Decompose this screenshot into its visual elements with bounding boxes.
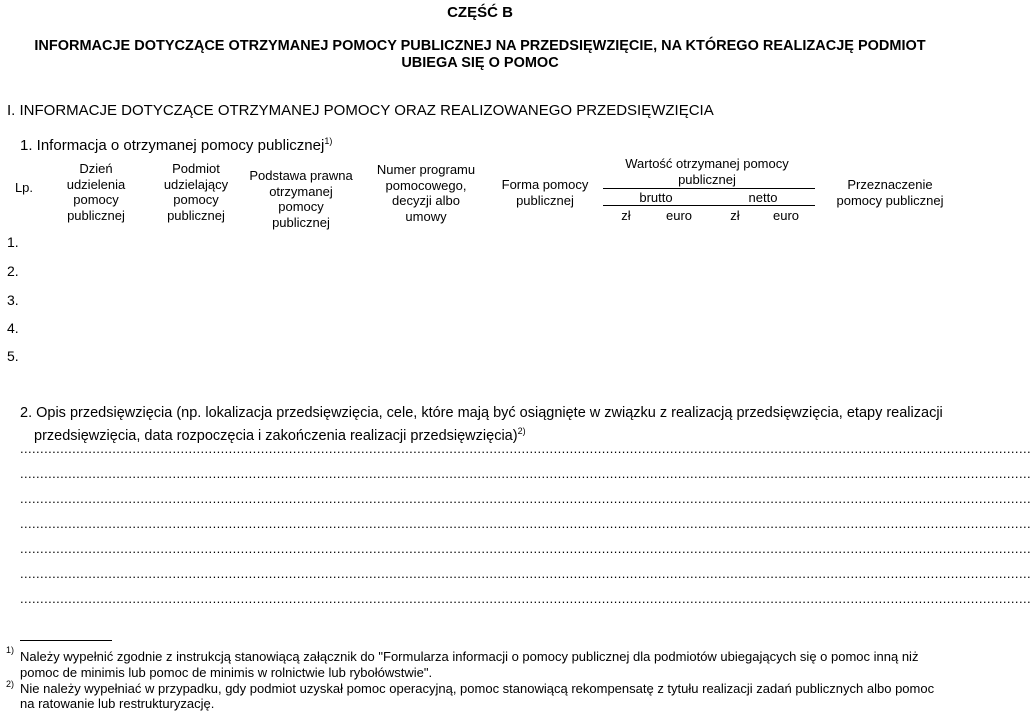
- header-form-l2: publicznej: [516, 192, 574, 208]
- header-basis-l1: Podstawa prawna: [249, 168, 353, 183]
- footnote-ref-2: 2): [517, 426, 526, 436]
- row-number-2: 2.: [7, 263, 19, 279]
- header-purpose: [820, 177, 960, 208]
- header-entity-l1: Podmiot: [172, 161, 220, 176]
- footnote-1-mark: [6, 642, 14, 662]
- header-date-l1: Dzień: [79, 161, 113, 176]
- header-date: [48, 161, 144, 223]
- footnote-2-mark: [6, 676, 14, 696]
- description-line-4[interactable]: ............................................................................................................................................................................................................................................................: [20, 516, 1031, 531]
- description-line-2[interactable]: ............................................................................................................................................................................................................................................................: [20, 466, 1031, 481]
- header-form-l1: Forma pomocy: [501, 177, 589, 192]
- header-value: [598, 156, 816, 187]
- header-entity: [148, 161, 244, 223]
- row-number-1: 1.: [7, 234, 19, 250]
- heading-line-2: UBIEGA SIĘ O POMOC: [401, 55, 559, 71]
- header-basis: [245, 168, 357, 230]
- row-number-3: 3.: [7, 292, 19, 308]
- subsection-1-text: 1. Informacja o otrzymanej pomocy publicznej: [20, 137, 325, 154]
- header-value-l2: publicznej: [678, 171, 736, 187]
- footnote-separator: [20, 640, 112, 641]
- footnote-1-line-1: Należy wypełnić zgodnie z instrukcją stanowiącą załącznik do "Formularza informacji o pomocy publicznej dla podmiotów ubiegających się o pomoc inną niż: [20, 649, 919, 664]
- header-entity-l4: publicznej: [167, 207, 225, 223]
- footnote-1-line-2: pomoc de minimis lub pomoc de minimis w rolnictwie lub rybołówstwie".: [20, 665, 433, 680]
- description-instruction-2-text: przedsięwzięcia, data rozpoczęcia i zakończenia realizacji przedsięwzięcia): [34, 427, 518, 444]
- footnote-2-line-2: na ratowanie lub restrukturyzację.: [20, 696, 215, 711]
- section-1-title: I. INFORMACJE DOTYCZĄCE OTRZYMANEJ POMOCY ORAZ REALIZOWANEGO PRZEDSIĘWZIĘCIA: [7, 102, 714, 119]
- header-number-l3: decyzji albo: [392, 193, 460, 208]
- header-number: [360, 162, 492, 224]
- header-date-l2: udzielenia: [66, 176, 126, 192]
- header-netto: netto: [748, 190, 778, 205]
- header-value-l1: Wartość otrzymanej pomocy: [625, 156, 789, 171]
- header-date-l4: publicznej: [67, 207, 125, 223]
- description-line-7[interactable]: ............................................................................................................................................................................................................................................................: [20, 591, 1031, 606]
- heading-line-1: INFORMACJE DOTYCZĄCE OTRZYMANEJ POMOCY PUBLICZNEJ NA PRZEDSIĘWZIĘCIE, NA KTÓREGO REALIZACJĘ PODMIOT: [34, 38, 926, 54]
- row-number-4: 4.: [7, 320, 19, 336]
- header-entity-l2: udzielający: [163, 176, 229, 192]
- header-purpose-l2: pomocy publicznej: [836, 192, 944, 208]
- description-line-5[interactable]: ............................................................................................................................................................................................................................................................: [20, 541, 1031, 556]
- footnote-2-line-1: Nie należy wypełniać w przypadku, gdy podmiot uzyskał pomoc operacyjną, pomoc stanowiącą rekompensatę z tytułu realizacji zadań publicznych albo pomoc: [20, 681, 935, 696]
- header-purpose-l1: Przeznaczenie: [847, 177, 933, 192]
- part-title: CZĘŚĆ B: [447, 4, 513, 21]
- header-basis-l3: publicznej: [272, 214, 330, 230]
- unit-euro-netto: euro: [772, 208, 800, 223]
- description-line-3[interactable]: ............................................................................................................................................................................................................................................................: [20, 491, 1031, 506]
- header-number-l2: pomocowego,: [385, 177, 467, 193]
- header-brutto: brutto: [639, 190, 673, 205]
- footnote-ref-1: 1): [324, 136, 333, 146]
- footnote-2-mark-text: 2): [6, 679, 15, 689]
- unit-zl-netto: zł: [730, 208, 740, 223]
- row-number-5: 5.: [7, 348, 19, 364]
- header-date-l3: pomocy: [73, 192, 119, 207]
- header-entity-l3: pomocy: [173, 192, 219, 207]
- header-lp: Lp.: [14, 180, 34, 195]
- description-instruction-1: 2. Opis przedsięwzięcia (np. lokalizacja przedsięwzięcia, cele, które mają być osiągnięte w związku z realizacją przedsięwzięcia, etapy realizacji: [20, 405, 943, 421]
- header-number-l1: Numer programu: [376, 162, 476, 177]
- footnote-1-mark-text: 1): [6, 645, 15, 655]
- value-divider: [603, 188, 815, 189]
- header-number-l4: umowy: [405, 208, 447, 224]
- header-form: [495, 177, 595, 208]
- description-line-6[interactable]: ............................................................................................................................................................................................................................................................: [20, 566, 1031, 581]
- unit-euro-brutto: euro: [665, 208, 693, 223]
- brutto-netto-divider: [603, 205, 815, 206]
- subsection-1-title: [20, 136, 332, 154]
- unit-zl-brutto: zł: [621, 208, 631, 223]
- header-basis-l2: otrzymanej pomocy: [269, 183, 333, 214]
- description-line-1[interactable]: ............................................................................................................................................................................................................................................................: [20, 441, 1031, 456]
